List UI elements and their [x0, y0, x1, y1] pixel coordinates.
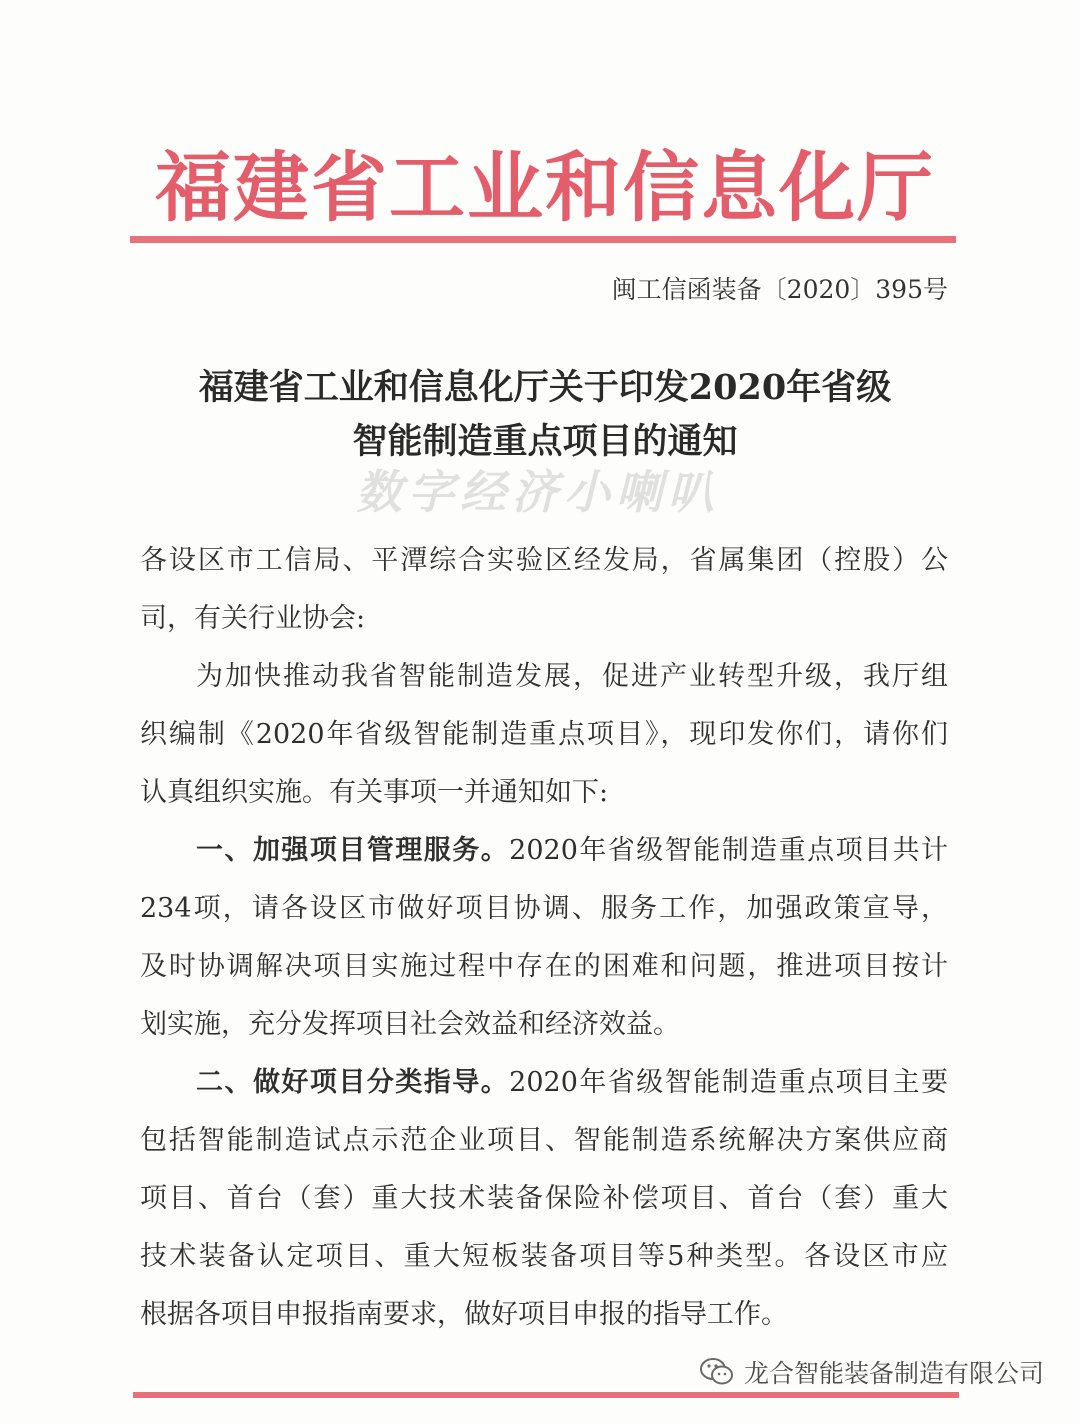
recipients-line-1: 各设区市工信局、平潭综合实验区经发局，省属集团（控股）公 [140, 545, 948, 576]
bottom-red-rule [133, 1392, 959, 1398]
section1-heading: 一、加强项目管理服务。 [196, 835, 510, 866]
section2-line-4: 技术装备认定项目、重大短板装备项目等5种类型。各设区市应 [140, 1241, 948, 1272]
section2-heading: 二、做好项目分类指导。 [196, 1067, 510, 1098]
recipients-line-2: 司，有关行业协会: [140, 603, 366, 634]
section2-first-line [196, 1054, 948, 1112]
org-header-title: 福建省工业和信息化厅 [155, 143, 935, 232]
footer-credit-text: 龙合智能装备制造有限公司 [743, 1359, 1044, 1388]
document-title-line-2: 智能制造重点项目的通知 [352, 421, 738, 462]
section1-first-line [196, 822, 948, 880]
document-number: 闽工信函装备〔2020〕395号 [611, 275, 948, 304]
section1-line-4: 划实施，充分发挥项目社会效益和经济效益。 [140, 1009, 680, 1040]
section2-line-5: 根据各项目申报指南要求，做好项目申报的指导工作。 [140, 1299, 788, 1330]
section2-first-text: 2020年省级智能制造重点项目主要 [509, 1067, 948, 1098]
section2-line-2: 包括智能制造试点示范企业项目、智能制造系统解决方案供应商 [140, 1125, 948, 1156]
section1-line-3: 及时协调解决项目实施过程中存在的困难和问题，推进项目按计 [140, 951, 948, 982]
intro-line-1: 为加快推动我省智能制造发展，促进产业转型升级，我厅组 [196, 661, 948, 692]
footer-credit [700, 1352, 1044, 1392]
section1-first-text: 2020年省级智能制造重点项目共计 [509, 835, 948, 866]
intro-line-3: 认真组织实施。有关事项一并通知如下: [140, 777, 609, 808]
section2-line-3: 项目、首台（套）重大技术装备保险补偿项目、首台（套）重大 [140, 1183, 948, 1214]
intro-line-2: 织编制《2020年省级智能制造重点项目》，现印发你们，请你们 [140, 719, 948, 750]
header-red-rule [130, 236, 956, 243]
watermark-text: 数字经济小喇叭 [356, 465, 720, 519]
document-title-line-1: 福建省工业和信息化厅关于印发2020年省级 [198, 367, 892, 408]
section1-line-2: 234项，请各设区市做好项目协调、服务工作，加强政策宣导， [140, 893, 948, 924]
wechat-icon [700, 1357, 734, 1387]
